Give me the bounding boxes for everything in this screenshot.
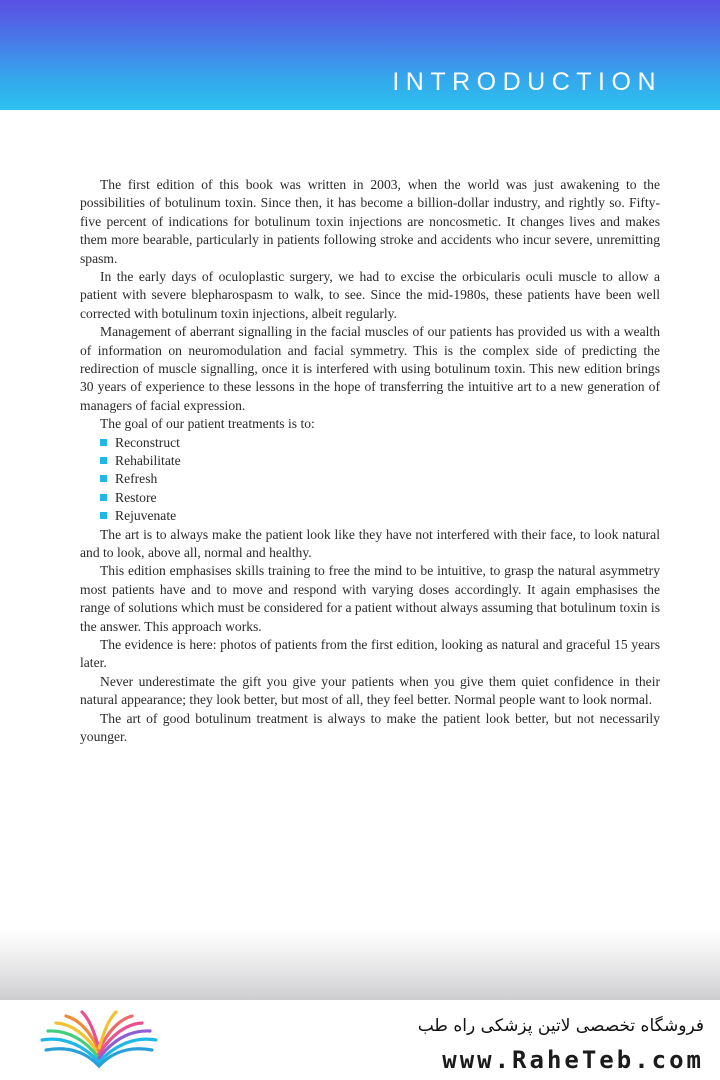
open-book-logo-icon: [38, 1010, 160, 1070]
list-item-label: Reconstruct: [115, 434, 180, 450]
paragraph: Management of aberrant signalling in the facial muscles of our patients has provided us with a wealth of information on neuromodulation and facial symmetry. This is the complex side of predicting the redirection of muscle signalling, once it is interfered with using botulinum toxin. This new edition brings 30 years of experience to these lessons in the hope of transferring the intuitive art to a new generation of managers of facial expression.: [80, 324, 660, 413]
list-item: [100, 507, 660, 525]
paragraph: The art of good botulinum treatment is always to make the patient look better, but not necessarily younger.: [80, 710, 660, 745]
paragraph: The goal of our patient treatments is to:: [100, 416, 315, 432]
store-name: فروشگاه تخصصی لاتین پزشکی راه طب: [417, 1016, 704, 1036]
paragraph: The evidence is here: photos of patients from the first edition, looking as natural and graceful 15 years later.: [80, 637, 660, 671]
paragraph: Never underestimate the gift you give your patients when you give them quiet confidence in their natural appearance; they look better, but most of all, they feel better. Normal people want to look normal.: [80, 673, 660, 708]
page-bottom-shadow: [0, 930, 720, 1000]
body-text: [80, 176, 660, 747]
store-footer: [0, 1000, 720, 1080]
header-banner: [0, 0, 720, 110]
list-item: [100, 489, 660, 507]
list-item: [100, 452, 660, 470]
square-bullet-icon: [100, 494, 107, 501]
page-title: INTRODUCTION: [392, 68, 662, 96]
paragraph: The first edition of this book was written in 2003, when the world was just awakening to the possibilities of botulinum toxin. Since then, it has become a billion-dollar industry, and rightly so. Fifty-five percent of indications for botulinum toxin injections are noncosmetic. It changes lives and makes them more bearable, particularly in patients following stroke and accidents who incur severe, unremitting spasm.: [80, 177, 660, 266]
list-item-label: Rejuvenate: [115, 508, 177, 524]
goal-list: [80, 434, 660, 526]
paragraph: This edition emphasises skills training to free the mind to be intuitive, to grasp the natural asymmetry most patients have and to move and respond with varying doses accordingly. It again emphasises the range of solutions which must be considered for a patient without always assuming that botulinum toxin is the answer. This approach works.: [80, 563, 660, 634]
list-item: [100, 434, 660, 452]
paragraph: In the early days of oculoplastic surgery, we had to excise the orbicularis oculi muscle to allow a patient with severe blepharospasm to walk, to see. Since the mid-1980s, these patients have been well corrected with botulinum toxin injections, albeit regularly.: [80, 269, 660, 321]
list-item: [100, 470, 660, 488]
square-bullet-icon: [100, 475, 107, 482]
list-item-label: Rehabilitate: [115, 453, 181, 469]
square-bullet-icon: [100, 512, 107, 519]
store-url[interactable]: www.RaheTeb.com: [442, 1046, 704, 1074]
square-bullet-icon: [100, 439, 107, 446]
paragraph: The art is to always make the patient look like they have not interfered with their face, to look natural and to look, above all, normal and healthy.: [80, 526, 660, 561]
square-bullet-icon: [100, 457, 107, 464]
list-item-label: Refresh: [115, 471, 158, 487]
list-item-label: Restore: [115, 489, 157, 505]
